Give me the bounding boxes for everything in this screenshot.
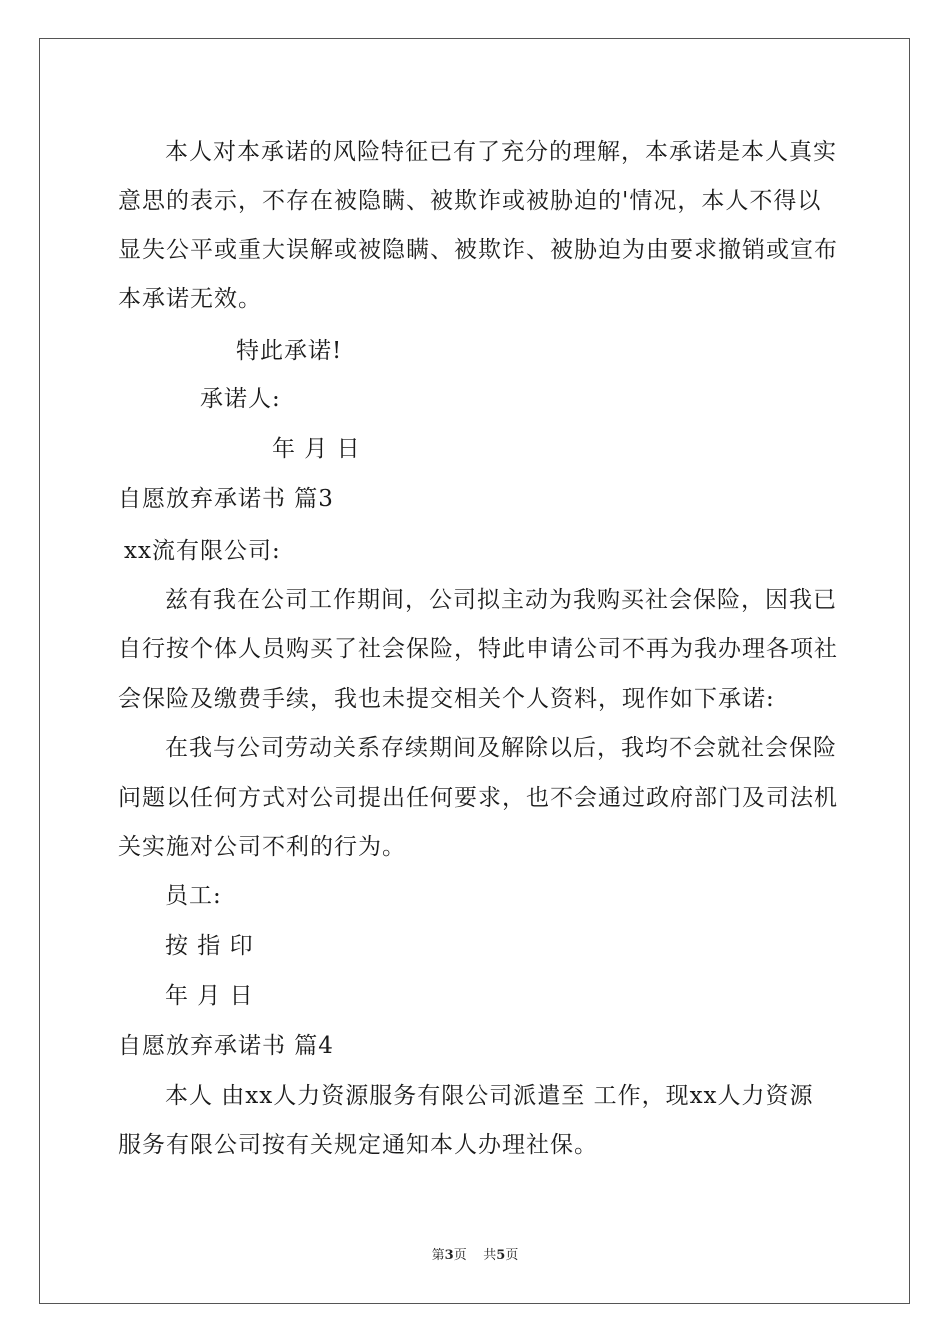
paragraph-line: 服务有限公司按有关规定通知本人办理社保。 bbox=[118, 1132, 598, 1158]
addressee: xx流有限公司: bbox=[124, 538, 281, 564]
closing-statement: 特此承诺! bbox=[236, 338, 343, 364]
paragraph-line: 显失公平或重大误解或被隐瞒、被欺诈、被胁迫为由要求撤销或宣布 bbox=[118, 237, 838, 263]
section-heading: 自愿放弃承诺书 篇3 bbox=[118, 486, 334, 512]
total-suffix: 页 bbox=[505, 1248, 519, 1263]
fingerprint-label: 按 指 印 bbox=[165, 933, 254, 959]
page-prefix: 第 bbox=[431, 1248, 445, 1263]
paragraph-line: 会保险及缴费手续，我也未提交相关个人资料，现作如下承诺: bbox=[118, 686, 775, 712]
employee-label: 员工: bbox=[165, 883, 222, 909]
paragraph-line: 在我与公司劳动关系存续期间及解除以后，我均不会就社会保险 bbox=[165, 735, 837, 761]
page-border bbox=[39, 38, 910, 1304]
paragraph-line: 问题以任何方式对公司提出任何要求，也不会通过政府部门及司法机 bbox=[118, 785, 838, 811]
date-line: 年 月 日 bbox=[165, 983, 254, 1009]
paragraph-line: 关实施对公司不利的行为。 bbox=[118, 834, 406, 860]
paragraph-line: 兹有我在公司工作期间，公司拟主动为我购买社会保险，因我已 bbox=[165, 587, 837, 613]
paragraph-line: 自行按个体人员购买了社会保险，特此申请公司不再为我办理各项社 bbox=[118, 636, 838, 662]
page-number: 3 bbox=[444, 1248, 454, 1263]
page-suffix: 页 bbox=[453, 1248, 467, 1263]
page-footer bbox=[0, 1247, 950, 1265]
paragraph-line: 本人 由xx人力资源服务有限公司派遣至 工作，现xx人力资源 bbox=[165, 1083, 814, 1109]
paragraph-line: 意思的表示，不存在被隐瞒、被欺诈或被胁迫的'情况，本人不得以 bbox=[118, 188, 822, 214]
total-pages: 5 bbox=[496, 1248, 506, 1263]
paragraph-line: 本人对本承诺的风险特征已有了充分的理解，本承诺是本人真实 bbox=[165, 139, 837, 165]
signatory-label: 承诺人: bbox=[200, 386, 281, 412]
total-prefix: 共 bbox=[483, 1248, 497, 1263]
date-line: 年 月 日 bbox=[272, 436, 361, 462]
paragraph-line: 本承诺无效。 bbox=[118, 286, 262, 312]
section-heading: 自愿放弃承诺书 篇4 bbox=[118, 1033, 334, 1059]
